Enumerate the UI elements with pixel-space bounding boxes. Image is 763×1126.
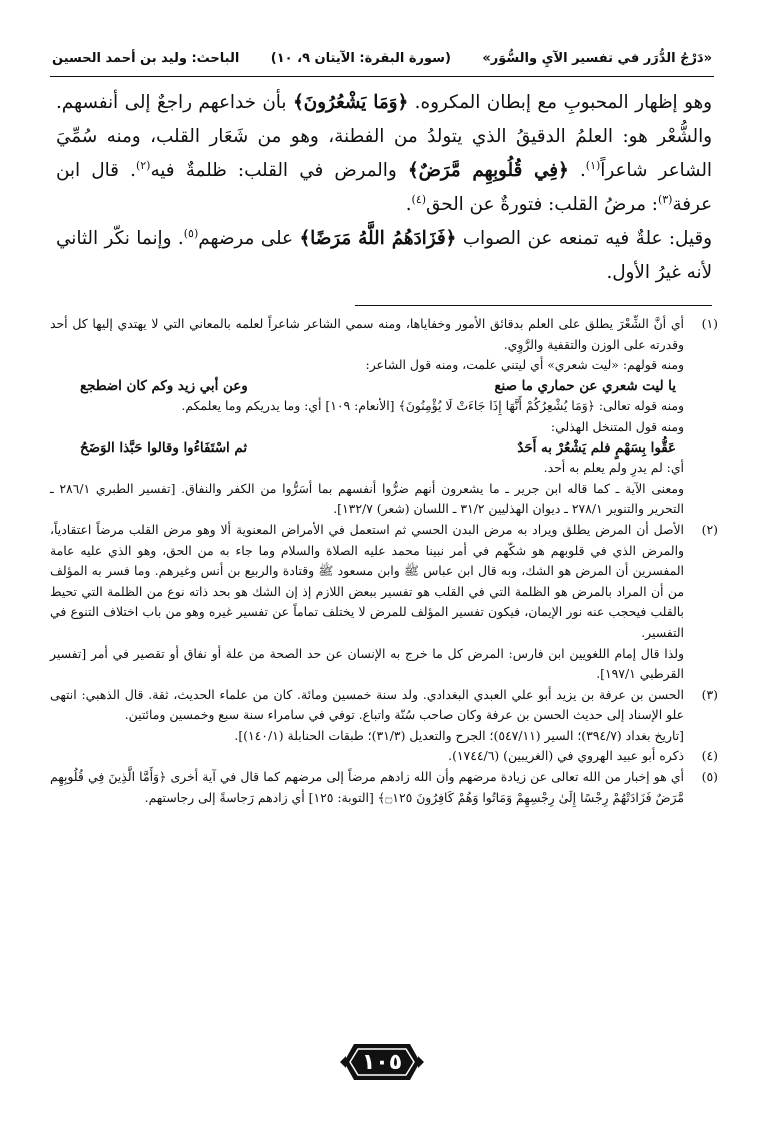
poem-hemistich: وعن أبي زيد وكم كان اضطجع [80, 377, 248, 394]
poem-verse [50, 376, 684, 397]
footnote-ref: (٢) [135, 158, 151, 172]
footnote-text: ومنه قولهم: «ليت شعري» أي ليتني علمت، ومنه قول الشاعر: [365, 357, 684, 373]
quran-quote: ﴿فِي قُلُوبِهِم مَّرَضٌ﴾ [407, 160, 569, 181]
page-header [52, 40, 712, 76]
poem-verse [50, 438, 684, 459]
book-title: «دَرْجُ الدُّرَر في تفسير الآيِ والسُّوَر» [482, 50, 712, 66]
footnote-text: ولذا قال إمام اللغويين ابن فارس: المرض كل ما خرج به الإنسان عن حد الصحة من علة أو نفاق أو تقصير في أمر [تفسير القرطبي ١٩٧/١]. [50, 645, 684, 682]
footnote-ref: (٥) [183, 226, 199, 240]
page-number-ornament [340, 1038, 424, 1086]
footnote-text: أي: لم يدرِ ولم يعلم به أحد. [543, 460, 684, 476]
footnote-text: [تاريخ بغداد (٣٩٤/٧)؛ السير (٥٤٧/١١)؛ الجرح والتعديل (٣١/٣)؛ طبقات الحنابلة (١٤٠/١)]. [234, 727, 684, 743]
header-divider [50, 76, 714, 77]
footnote-text: أي هو إخبار من الله تعالى عن زيادة مرضهم وأن الله زادهم مرضاً إلى مرضهم كما قال في آية أخرى ﴿وَأَمَّا الَّذِينَ فِي قُلُوبِهِم مَّرَضٌ فَزَادَتْهُمْ رِجْسًا إِلَىٰ رِجْسِهِمْ وَمَاتُوا وَهُمْ كَافِرُونَ ۝١٢٥﴾ [التوبة: ١٢٥] أي زادهم رَجاسةً إلى رجاستهم. [50, 769, 684, 805]
footnote-ref: (٣) [657, 192, 673, 206]
footnote-ref: (١) [585, 158, 601, 172]
footnote-2 [50, 520, 718, 685]
footnote-text: الأصل أن المرض يطلق ويراد به مرض البدن الحسي ثم استعمل في الأمراض المعنوية ألا وهو مرض القلب مرضاً اعتقادياً، والمرض الذي في قلوبهم هو شكّهم في أمر نبينا محمد عليه الصلاة والسلام وما جاء به من الحق، وهو الذي عليه عامة المفسرين أن المرض هو الشك، وبه قال ابن عباس ﷺ وابن مسعود ﷺ وقتادة والربيع بن أنس وغيرهم. وما فسر به المؤلف من أن المراد بالمرض هو الظلمة التي في القلب هو تفسير ببعض اللازم إذ إن الشك هو بحد ذاته نوع من الظلمة التي تحيط بالقلب فيحجب عنه نور الإيمان، فيكون تفسير المؤلف للمرض لا يختلف تماماً عن تفسير غيره وهو من باب اختلاف التنوع في التفسير. [50, 521, 684, 640]
text-run: بأن خداعهم راجعٌ إلى أنفسهم. والشُّعْر هو: العلمُ الدقيقُ الذي يتولدُ من الفطنة، وهو من شَعَار القلب، ومنه سُمِّيَ الشاعر شاعراً [56, 92, 713, 181]
poem-hemistich: ثم اسْتَفَاءُوا وقالوا حَبَّذا الوَضَحُ [80, 439, 248, 456]
main-paragraph-1 [56, 86, 712, 222]
footnote-1 [50, 314, 718, 520]
main-text [56, 86, 712, 290]
text-run: وهو إظهار المحبوبِ مع إبطان المكروه. [408, 92, 712, 113]
text-run: . [568, 160, 586, 181]
text-run: . قال ابن عرفة [56, 160, 712, 215]
page-number: ١٠٥ [361, 1049, 403, 1075]
surah-reference: (سورة البقرة: الآيتان ٩، ١٠) [270, 50, 451, 66]
footnote-text: الحسن بن عرفة بن يزيد أبو علي العبدي البغدادي. ولد سنة خمسين ومائة. كان من علماء الحديث، ثقة. قال الذهبي: انتهى علو الإسناد إلى حديث الحسن بن عرفة وكان صاحب سُنّة واتباع. توفي في سامراء سنة سبع وخمسين ومائتين. [50, 686, 684, 723]
footnote-number: (٣) [701, 686, 718, 702]
main-paragraph-2 [56, 222, 712, 290]
text-run: . وإنما نكّر الثاني لأنه غيرُ الأول. [56, 228, 712, 283]
text-run: على مرضهم [198, 228, 300, 249]
footnote-text: أي أنَّ الشِّعْرَ يطلق على العلم بدقائق الأمور وخفاياها، ومنه سمي الشاعر شاعراً لعلمه بالمعاني التي لا يهتدي إليها كل أحد وقدرته على الوزن والتقفية والرَّوِي. [50, 316, 684, 352]
quran-quote: ﴿فَزَادَهُمُ اللَّهُ مَرَضًا﴾ [299, 228, 457, 249]
text-run: وقيل: علةٌ فيه تمنعه عن الصواب [456, 228, 712, 249]
researcher-name: الباحث: وليد بن أحمد الحسين [52, 50, 240, 66]
footnote-number: (١) [701, 316, 718, 331]
footnote-text: ومنه قول المتنخل الهذلي: [550, 418, 684, 434]
footnote-4 [50, 746, 718, 767]
text-run: والمرض في القلب: ظلمةٌ فيه [150, 160, 408, 181]
footnote-number: (٥) [701, 769, 718, 785]
footnote-ref: (٤) [411, 192, 427, 206]
footnote-number: (٢) [701, 521, 718, 537]
footnote-text: ومنه قوله تعالى: ﴿وَمَا يُشْعِرُكُمْ أَنَّهَا إِذَا جَاءَتْ لَا يُؤْمِنُونَ﴾ [الأنعام: ١٠٩] أي: وما يدريكم وما يعلمكم. [181, 398, 684, 414]
poem-hemistich: عَقُّوا بِسَهْمٍ فلم يَشْعُرْ به أَحَدٌ [517, 439, 676, 456]
footnote-divider [355, 305, 712, 306]
poem-hemistich: يا ليت شعري عن حماري ما صنع [494, 377, 676, 394]
footnote-number: (٤) [701, 748, 718, 764]
footnote-3 [50, 685, 718, 747]
footnote-text: ومعنى الآية ـ كما قاله ابن جرير ـ ما يشعرون أنهم ضرُّوا أنفسهم بما أسَرُّوا من الكفر والنفاق. [تفسير الطبري ٢٨٦/١ ـ التحرير والتنوير ٢٧٨/١ ـ ديوان الهذليين ٣١/٢ ـ اللسان (شعر) ١٣٢/٧]. [50, 480, 684, 517]
text-run: : مرضُ القلب: فتورةٌ عن الحق [426, 194, 658, 215]
text-run: . [405, 194, 412, 215]
footnotes [50, 314, 718, 808]
quran-quote: ﴿وَمَا يَشْعُرُونَ﴾ [292, 92, 409, 113]
footnote-5 [50, 767, 718, 808]
footnote-text: ذكره أبو عبيد الهروي في (الغريبين) (١٧٤٤/٦). [448, 748, 684, 764]
